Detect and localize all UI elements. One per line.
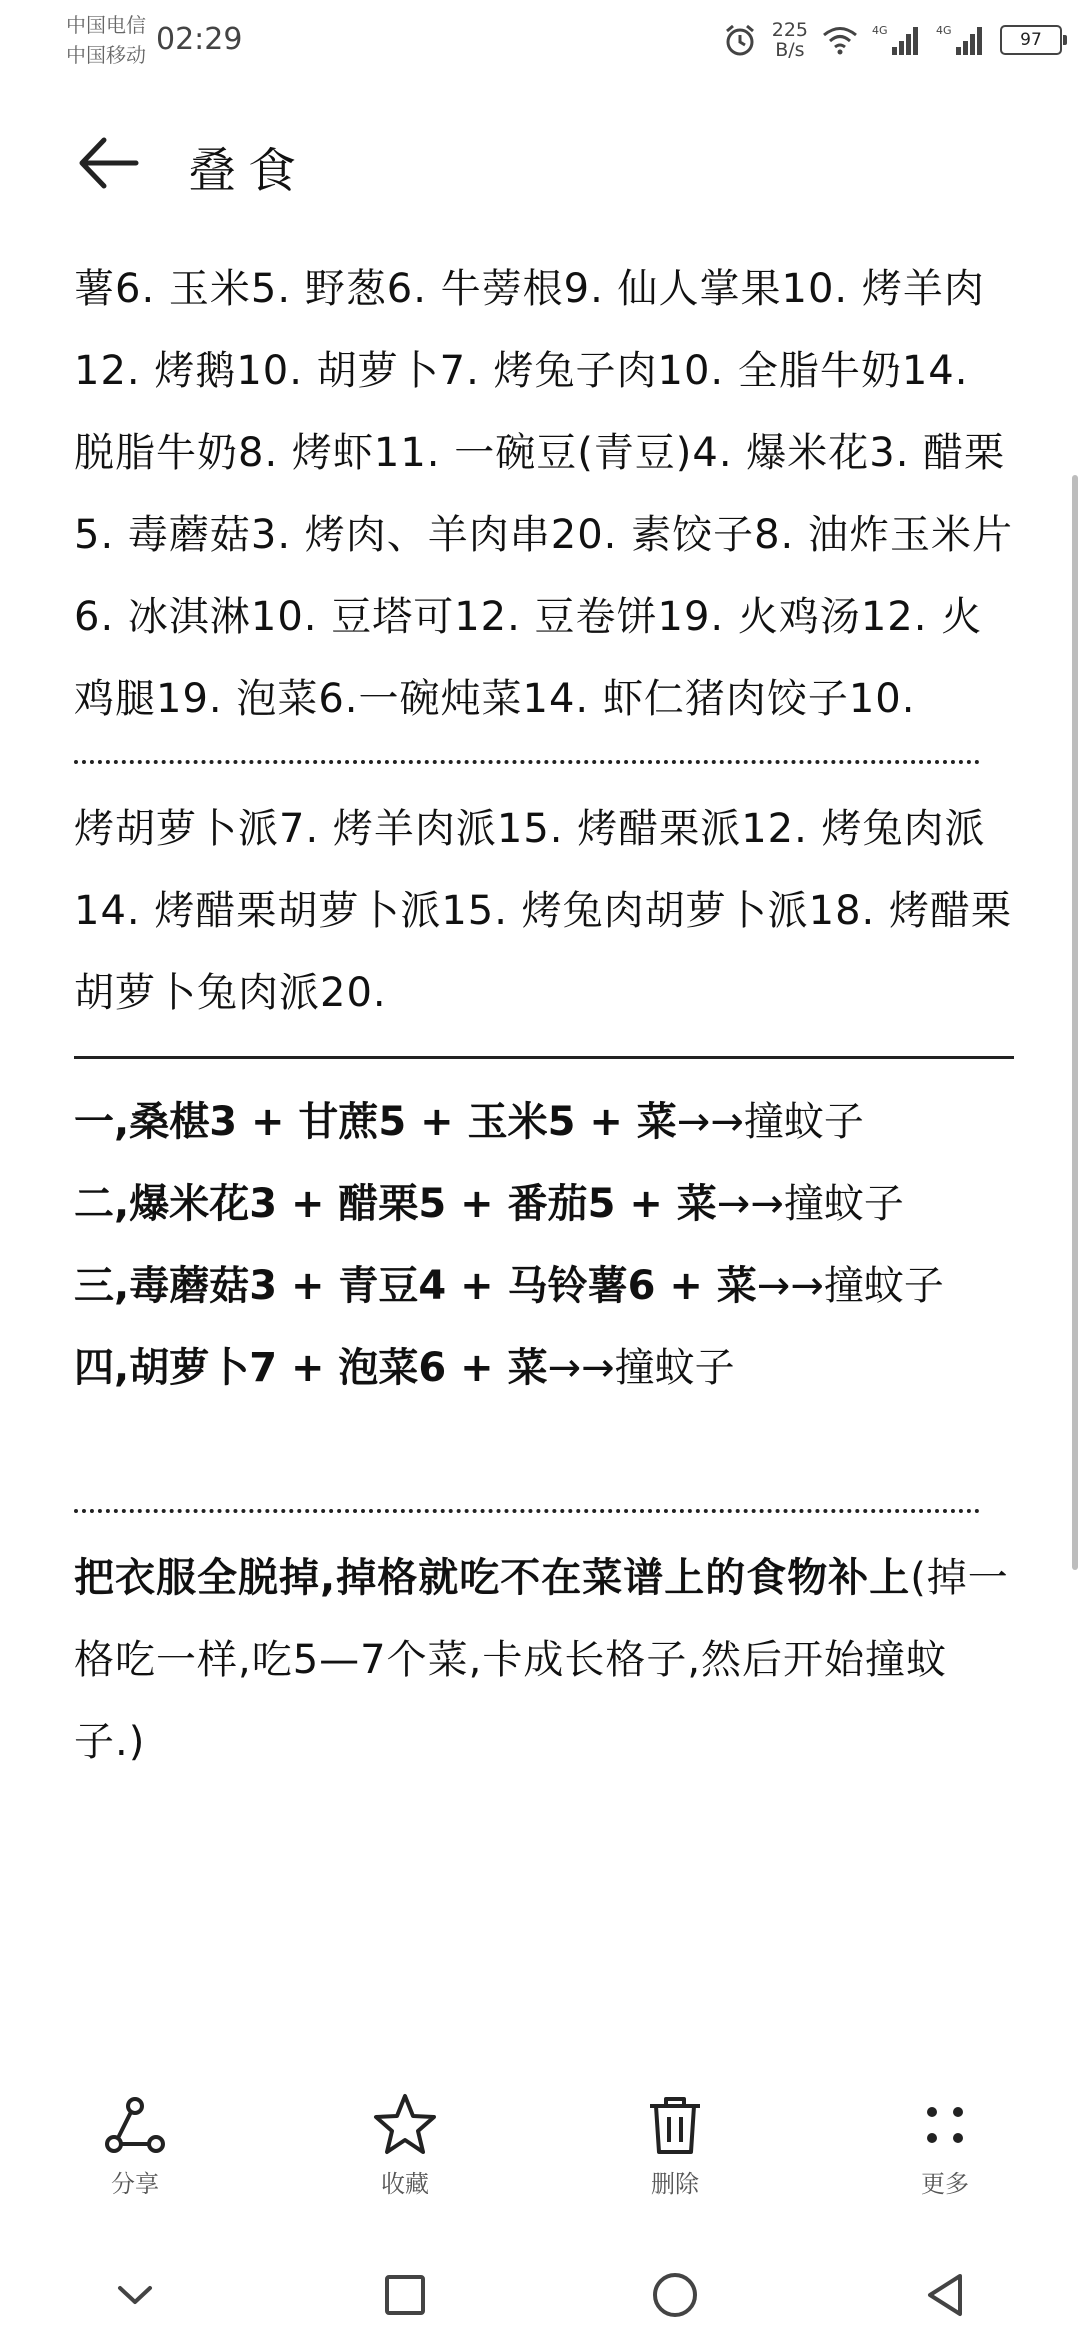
share-icon	[100, 2090, 170, 2160]
carrier-1: 中国电信	[66, 13, 146, 37]
share-label: 分享	[111, 2170, 159, 2198]
net-speed-value: 225	[771, 19, 808, 41]
formula-tail: →→撞蚊子	[756, 1263, 944, 1309]
formula-item	[74, 1245, 1014, 1327]
formula-tail: →→撞蚊子	[547, 1345, 735, 1391]
triangle-back-icon	[920, 2270, 970, 2320]
nav-recents-button[interactable]	[360, 2250, 450, 2340]
system-nav-bar	[0, 2250, 1080, 2340]
pie-list-paragraph: 烤胡萝卜派7. 烤羊肉派15. 烤醋栗派12. 烤兔肉派14. 烤醋栗胡萝卜派15. 烤兔肉胡萝卜派18. 烤醋栗胡萝卜兔肉派20.	[74, 806, 1012, 1016]
signal-2-icon	[936, 23, 986, 57]
battery-level: 97	[1020, 30, 1042, 50]
alarm-icon	[722, 22, 758, 58]
battery-icon	[1000, 25, 1062, 55]
signal-1-label: 4G	[872, 24, 888, 37]
page-title: 叠食	[188, 143, 309, 199]
dots-grid-icon	[910, 2090, 980, 2160]
formula-list	[74, 1081, 1014, 1409]
delete-label: 删除	[651, 2170, 699, 2198]
formula-head: 四,胡萝卜7 + 泡菜6 + 菜	[74, 1345, 548, 1391]
nav-hide-button[interactable]	[90, 2250, 180, 2340]
instruction-note: (掉一格吃一样,吃5—7个菜,卡成长格子,然后开始撞蚊子.)	[74, 1555, 1009, 1765]
carrier-2: 中国移动	[66, 43, 146, 67]
net-speed-unit: B/s	[775, 39, 805, 61]
dotted-divider-1	[74, 760, 980, 768]
scrollbar[interactable]	[1072, 475, 1078, 1570]
share-button[interactable]	[0, 2090, 270, 2220]
instruction-bold: 把衣服全脱掉,掉格就吃不在菜谱上的食物补上	[74, 1555, 911, 1601]
delete-button[interactable]	[540, 2090, 810, 2220]
signal-1-icon	[872, 23, 922, 57]
more-button[interactable]	[810, 2090, 1080, 2220]
status-icons	[722, 14, 1062, 66]
solid-divider	[74, 1056, 1014, 1059]
formula-item	[74, 1327, 1014, 1409]
circle-icon	[650, 2270, 700, 2320]
formula-item	[74, 1081, 1014, 1163]
action-bar	[0, 2090, 1080, 2220]
arrow-left-icon	[74, 128, 144, 198]
carrier-labels	[66, 10, 146, 70]
chevron-down-icon	[110, 2270, 160, 2320]
trash-icon	[640, 2090, 710, 2160]
header	[0, 110, 1080, 220]
formula-tail: →→撞蚊子	[716, 1181, 904, 1227]
back-button[interactable]	[74, 128, 144, 198]
dotted-divider-2	[74, 1509, 980, 1517]
formula-head: 一,桑椹3 + 甘蔗5 + 玉米5 + 菜	[74, 1099, 677, 1145]
status-time: 02:29	[156, 22, 243, 57]
instruction-paragraph	[74, 1537, 1014, 1783]
formula-item	[74, 1163, 1014, 1245]
nav-back-button[interactable]	[900, 2250, 990, 2340]
formula-tail: →→撞蚊子	[676, 1099, 864, 1145]
net-speed	[772, 20, 808, 60]
formula-head: 二,爆米花3 + 醋栗5 + 番茄5 + 菜	[74, 1181, 717, 1227]
status-bar	[0, 0, 1080, 80]
favorite-button[interactable]	[270, 2090, 540, 2220]
note-content[interactable]	[74, 248, 1014, 1783]
food-list-paragraph: 薯6. 玉米5. 野葱6. 牛蒡根9. 仙人掌果10. 烤羊肉12. 烤鹅10. 胡萝卜7. 烤兔子肉10. 全脂牛奶14. 脱脂牛奶8. 烤虾11. 一碗豆(青豆)4. 爆米花3. 醋栗5. 毒蘑菇3. 烤肉、羊肉串20. 素饺子8. 油炸玉米片6. 冰淇淋10. 豆塔可12. 豆卷饼19. 火鸡汤12. 火鸡腿19. 泡菜6.一碗炖菜14. 虾仁猪肉饺子10.	[74, 266, 1013, 722]
more-label: 更多	[921, 2170, 969, 2198]
blank-space	[74, 1409, 1014, 1489]
wifi-icon	[822, 25, 858, 55]
signal-2-label: 4G	[936, 24, 952, 37]
formula-head: 三,毒蘑菇3 + 青豆4 + 马铃薯6 + 菜	[74, 1263, 757, 1309]
nav-home-button[interactable]	[630, 2250, 720, 2340]
favorite-label: 收藏	[381, 2170, 429, 2198]
star-icon	[370, 2090, 440, 2160]
square-icon	[380, 2270, 430, 2320]
